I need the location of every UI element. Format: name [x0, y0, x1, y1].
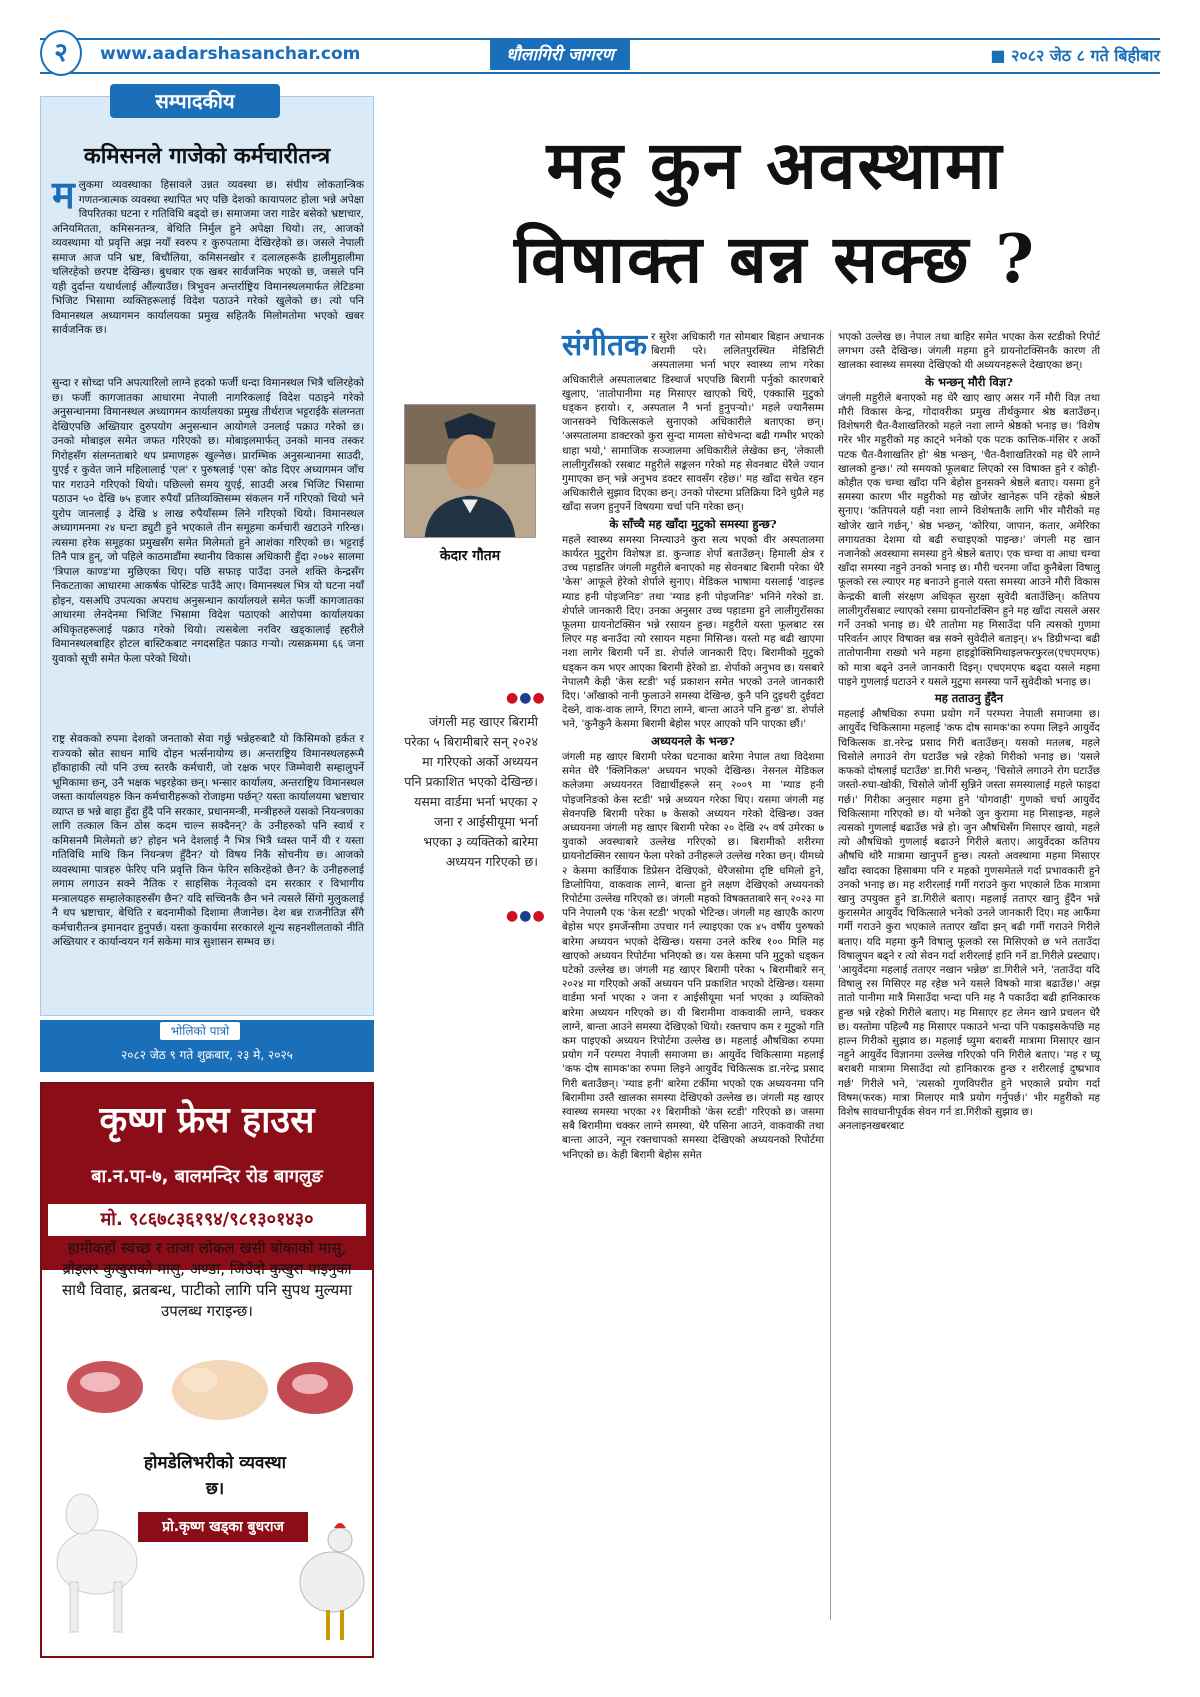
headline-line-1: मह कुन अवस्थामा [546, 126, 1004, 204]
ad-proprietor: प्रो.कृष्ण खड्का बुधराज [138, 1512, 308, 1542]
decorative-dots-icon: ●●● [506, 908, 546, 924]
page-number: २ [40, 30, 82, 76]
byline-tag: संगीतक [562, 328, 648, 363]
headline-line-2: विषाक्त बन्न सक्छ ? [513, 220, 1036, 298]
decorative-dots-icon: ●●● [506, 690, 546, 706]
article-paragraph: महलाई औषधिका रुपमा प्रयोग गर्ने परम्परा नेपाली समाजमा छ। आयुर्वेद चिकित्सामा महलाई 'कफ दोष सामक'का रुपमा लिइने आयुर्वेद चिकित्सक डा.नरेन्द्र प्रसाद गिरी बताउँछन्। यसको मतलब, महले चिसोले लगाउने रोग घटाउँछ भन्ने रहेको गिरीको भनाइ छ। 'यसले कफको दोषलाई घटाउँछ' डा.गिरी भन्छन्, 'चिसोले लगाउने रोग घटाउँछ जस्तो-रुघा-खोकी, चिसोले जोर्नी सुन्निने जस्ता समस्यालाई महले फाइदा गर्छ।' गिरीका अनुसार महमा हुने 'योगवाही' गुणको चर्चा आयुर्वेद चिकित्सामा गरिएको छ। यो भनेको जुन कुरामा मह मिसाइन्छ, महले त्यसको गुणलाई बढाउँछ भन्ने हो। जुन औषधिसँग मिसाएर खायो, महले त्यो औषधिको गुणलाई बढाउने गिरीले बताए। आयुर्वेदका कतिपय औषधि थोरै मात्रामा खानुपर्ने हुन्छ। त्यस्तो अवस्थामा महमा मिसाएर खाँदा स्वादका हिसाबमा पनि र महको गुणसमेतले गर्दा प्रभावकारी हुने उनको भनाइ छ। मह शरीरलाई गर्मी गराउने कुरा भएकाले ठिक मात्रामा खानु उपयुक्त हुने डा.गिरीले बताए। महलाई तताएर खानु हुँदैन भन्ने कुरासमेत आयुर्वेद चिकित्साले भनेको उनले जानकारी दिए। मह आफैंमा गर्मी गराउने कुरा भएकाले तताएर खाँदा झन् बढी गर्मी गराउने गिरीले बताए। यदि महमा कुनै विषालु फूलको रस मिसिएको छ भने तताउँदा विषालुपन बढ्ने र त्यो सेवन गर्दा शरीरलाई हानि गर्ने डा.गिरीले प्रस्ट्याए। 'आयुर्वेदमा महलाई तताएर नखान भन्नेछ' डा.गिरीले भने, 'तताउँदा यदि विषालु रस मिसिएर मह रहेछ भने यसले विषको मात्रा बढाउँछ।' अझ तातो पानीमा मात्रै मिसाउँदा भन्दा पनि मह नै पकाउँदा बढी हानिकारक हुन्छ भन्ने रहेको गिरीले बताए। मह मिसाएर हट लेमन खाने प्रचलन धेरै छ। यस्तोमा पहिल्यै मह मिसाएर पकाउने भन्दा पनि पकाइसकेपछि मह हाल्न गिरीको सुझाव छ। महलाई घ्युमा बराबरी मात्रामा मिसाएर खान नहुने आयुर्वेद विज्ञानमा उल्लेख गरिएको पनि गिरीले बताए। 'मह र घ्यू बराबरी मात्रामा मिसाउँदा त्यो हानिकारक हुन्छ र शरीरलाई दुष्प्रभाव गर्छ' गिरीले भने, 'त्यसको गुणविपरीत हुने भएकाले प्रयोग गर्दा विषम(फरक) मात्रा मिलाएर मात्रै प्रयोग गर्नुपर्छ।' भीर महुरीको मह विशेष सावधानीपूर्वक सेवन गर्न डा.गिरीको सुझाव छ। [838, 708, 1100, 1118]
subheading: के साँच्चै मह खाँदा मुटुको समस्या हुन्छ? [609, 516, 777, 531]
editorial-paragraph-3: राष्ट्र सेवकको रुपमा देशको जनताको सेवा गर्छु भन्नेहरुबाटै यो किसिमको हर्कत र राज्यको स्रोत साधन माथि दोहन भर्त्सनायोग्य छ। अन्तराष्ट्रिय विमानस्थलहरूमै हाँकाहाकी त्यो पनि उच्च स्तरकै कर्मचारी, जो रक्षक भएर जिम्मेवारी सम्हालुपर्ने भूमिकामा छन्, उनै भक्षक भइरहेका छन्। भन्सार कार्यालय, अन्तराष्ट्रिय विमानस्थल जस्ता कार्यालयहरु किन कर्मचारीहरूको रोजाइमा पर्छन्? यस्ता कार्यालयमा भ्रष्टाचार व्याप्त छ भन्ने बाहा हुँदा हुँदै पनि सरकार, प्रधानमन्त्री, मन्त्रीहरुले यसको नियन्त्रणका लागि तत्काल किन ठोस कदम चाल्न सक्दैनन्? के उनीहरुको पनि स्वार्थ र कमिसनमै मिलेमतो छ? होइन भने देशलाई नै भित्र भित्रै ध्वस्त पार्ने यी र यस्ता गतिविधि माथि किन नियन्त्रण हुँदैन? यो विषय निकै सोचनीय छ। आजको व्यवस्थामा पात्रहरु फेरिए पनि प्रवृत्ति किन फेरिन सकिरहेको छैन? के उनीहरुलाई लगाम लगाउन सक्ने नैतिक र साहसिक नेतृत्वको दम सरकार र विभागीय मन्त्रालयहरु सम्हालेकाहरुसँग छैन? यदि सच्चिनकै छैन भने त्यसले सिंगो मुलुकलाई नै थप भ्रष्टाचार, बेथिति र बदनामीको दिशामा लैजानेछ। देश बन्न राजनीतिज्ञ सँगै कर्मचारीतन्त्र इमानदार हुनुपर्छ। यस्ता कुकार्यमा सरकारले शून्य सहनशीलताको नीति अख्तियार र कार्यान्वयन गर्न सकेमा मात्र सुशासन सम्भव छ। [52, 733, 364, 948]
ad-shop-name: कृष्ण फ्रेस हाउस [99, 1099, 315, 1141]
pull-quote: जंगली मह खाएर बिरामी परेका ५ बिरामीबारे सन् २०२४ मा गरिएको अर्को अध्ययन पनि प्रकाशित भएको देखिन्छ। यसमा वार्डमा भर्ना भएका २ जना र आईसीयूमा भर्ना भएका ३ व्यक्तिको बारेमा अध्ययन गरिएको छ। [404, 714, 538, 869]
editorial-dropcap: म [52, 172, 75, 217]
editorial-paragraph-2: सुन्दा र सोच्दा पनि अपत्यारिलो लाग्ने हदको फर्जी धन्दा विमानस्थल भित्रै चलिरहेको छ। फर्जी कागजातका आधारमा नेपाली नागरिकलाई विदेश पठाइने गरेको अनुसन्धानमा विमानस्थल अध्यागमन कार्यालयका प्रमुख तीर्थराज भट्टराईकै संलग्नता देखिएपछि अख्तियार दुरुपयोग अनुसन्धान आयोगले उनलाई पक्राउ गरेको छ। उनको मोबाइल समेत जफत गरिएको छ। मोबाइलमार्फत् उनको मानव तस्कर गिरोहसँग संलग्नताबारे थप प्रमाणहरू खुल्नेछ। प्रारम्भिक अनुसन्धानमा साउदी, युएई र कुवेत जाने महिलालाई 'एल' र पुरुषलाई 'एस' कोड दिएर अध्यागमन जाँच पार गराउने गरिएको थियो। पछिल्लो समय युएई, साउदी अरब भिजिट भिसामा पठाउन ५० देखि ७५ हजार रुपैयाँ प्रतिव्यक्तिसम्म संकलन गर्ने गरिएको थियो भने युरोप जानलाई ३ देखि ४ लाख रुपैयाँसम्म लिने गरिएको थियो। विमानस्थल अध्यागमनमा २४ घन्टा ड्युटी हुने भएकाले तीन समूहमा कर्मचारी खटाउने गरिन्छ। त्यसमा हरेक समूहका प्रमुखसँग समेत मिलेमतो हुने आशंका गरिएको छ। भट्टराई तिनै पात्र हुन्, जो पहिले काठमाडौंमा स्थानीय विकास अधिकारी हुँदा २०७२ सालमा 'त्रिपाल काण्ड'मा मुछिएका थिए। पछि सफाइ पाउँदा उनले शक्ति केन्द्रसँग निकटताका आधारमा आकर्षक पोस्टिङ पाउँदै आए। विमानस्थल भित्र यो घटना नयाँ होइन, यसअघि उपत्यका अपराध अनुसन्धान कार्यालयले समेत फर्जी कागजातका आधारमा लेनदेनमा भिजिट भिसामा विदेश पठाएको आरोपमा कार्यालयका अधिकृतहरूलाई पक्राउ गरेको थियो। त्यसबेला नरविर खड्कालाई ह्हरीले विमानस्थलबाहिर होटल बास्टिकबाट नगदसहित पक्राउ गऱ्यो। त्यसक्रममा ६६ जना युवाको सूची समेत फेला परेको थियो। [52, 377, 364, 665]
subheading: मह तताउनु हुँदैन [934, 691, 1004, 706]
article-paragraph: जंगली मह खाएर बिरामी परेका घटनाका बारेमा नेपाल तथा विदेशमा समेत धेरै 'क्लिनिकल' अध्ययन भएको देखिन्छ। नेसनल मेडिकल कलेजमा अध्ययनरत विद्यार्थीहरूले सन् २००९ मा 'म्याड हनी पोइजनिङको केस स्टडी' भन्ने अध्ययन गरेका थिए। यसमा जंगली मह सेवनपछि बिरामी परेका ७ केसको अध्ययन गरेको देखिन्छ। उक्त अध्ययनमा जंगली मह खाएर बिरामी परेका २० देखि २५ वर्ष उमेरका ७ युवाको अवस्थाबारे उल्लेख गरिएको छ। बिरामीको शरीरमा ग्रायनोटक्सिन रसायन फेला परेको उनीहरूले उल्लेख गरेका छन्। यीमध्ये २ केसमा कार्डियाक डिप्रेसन देखिएको, धेरैजसोमा दृष्टि धमिलो हुने, डिप्लोपिया, वाकवाक लाग्ने, बान्ता हुने लक्षण देखिएको अध्ययनको रिपोर्टमा उल्लेख गरिएको छ। जंगली महको विषक्तताबारे सन् २०२३ मा पनि नेपालमै एक 'केस स्टडी' भएको भेटिन्छ। जंगली मह खाएकै कारण बेहोस भएर इमर्जेन्सीमा उपचार गर्न ल्याइएका एक ४५ वर्षीय पुरुषको बारेमा अध्ययन भएको देखिन्छ। यसमा उनले करिब १०० मिलि मह खाएको अध्ययन रिपोर्टमा भनिएको छ। यस केसमा पनि मुटुको धड्कन घटेको उल्लेख छ। जंगली मह खाएर बिरामी परेका ५ बिरामीबारे सन् २०२४ मा गरिएको अर्को अध्ययन पनि प्रकाशित भएको देखिन्छ। यसमा वार्डमा भर्ना भएका २ जना र आईसीयूमा भर्ना भएका ३ व्यक्तिको बारेमा अध्ययन गरिएको छ। यी बिरामीमा वाकवाकी लाग्ने, चक्कर लाग्ने, बान्ता आउने समस्या देखिएको थियो। रक्तचाप कम र मुटुको गति कम पाइएको अध्ययन रिपोर्टमा उल्लेख छ। महलाई औषधिका रुपमा प्रयोग गर्ने परम्परा नेपाली समाजमा छ। आयुर्वेद चिकित्सामा महलाई 'कफ दोष सामक'का रुपमा लिइने आयुर्वेद चिकित्सक डा.नरेन्द्र प्रसाद गिरी बताउँछन्। 'म्याड हनी' बारेमा टर्कीमा भएको एक अध्ययनमा पनि बिरामीमा उस्तै खालका समस्या देखिएको उल्लेख छ। जंगली मह खाएर स्वास्थ्य समस्या भएका २१ बिरामीको 'केस स्टडी' गरिएको छ। जसमा सबै बिरामीमा चक्कर लाग्ने समस्या, धेरै पसिना आउने, वाकवाकी तथा बान्ता आउने, न्यून रक्तचापको समस्या देखिएको अध्ययनको रिपोर्टमा भनिएको छ। केही बिरामी बेहोस समेत [562, 750, 824, 1161]
editorial-paragraph-1: मलुकमा व्यवस्थाका हिसावले उन्नत व्यवस्था छ। संघीय लोकतान्त्रिक गणतन्त्रात्मक व्यवस्था स्थापित भए पछि देशको कायापलट होला भन्ने अपेक्षा विपरितका घटना र गतिविधि बढ्दो छ। समाजमा जरा गाडेर बसेको भ्रष्टाचार, अनियमितता, कमिसनतन्त्र, बेथिति निर्मुल हुने अपेक्षा थियो। तर, आजको व्यवस्थामा यो प्रवृत्ति अझ नयाँ स्वरुप र कुरुपतामा देखिरहेको छ। जसले नेपाली समाज आज पनि भ्रष्ट, बिचौलिया, कमिसनखोर र दलालहरूकै हालीमुहालीमा चलिरहेको छरपष्ट देखिन्छ। बुधबार एक खबर सार्वजनिक भएको छ, जसले पनि यही दुर्दान्त यथार्थलाई औंल्याउँछ। त्रिभुवन अन्तर्राष्ट्रिय विमानस्थलमार्फत लेटिङमा भिजिट भिसामा व्यक्तिहरूलाई विदेश पठाउने गरेको खुलेको छ। त्यो पनि विमानस्थल अध्यागमन कार्यालयका प्रमुख सहितकै मिलोमतोमा भएको खबर सार्वजनिक छ। [52, 172, 364, 336]
ad-description: हामीकहाँ स्वच्छ र ताजा लोकल खसी बोकाको मासु, ब्रोइलर कुखुराको मासु, अण्डा, जिउँदो कुखुरा पाइनुका साथै विवाह, ब्रतबन्ध, पाटीको लागि पनि सुपथ मुल्यमा उपलब्ध गराइन्छ। [62, 1239, 352, 1320]
subheading: के भन्छन् मौरी विज्ञ? [925, 374, 1013, 389]
ad-phone: मो. ९८६७८३६१९४/९८१३०१४३० [48, 1204, 366, 1236]
author-name: केदार गौतम [439, 548, 501, 564]
author-photo [404, 404, 536, 538]
article-paragraph: भएको उल्लेख छ। नेपाल तथा बाहिर समेत भएका केस स्टडीको रिपोर्ट लगभग उस्तै देखिन्छ। जंगली महमा हुने ग्रायनोटक्सिनकै कारण ती खालका स्वास्थ्य समस्या देखिएको यी अध्ययनहरूले देखाएका छन्। [838, 331, 1100, 372]
column-divider [830, 330, 831, 1620]
article-paragraph: जंगली महुरीले बनाएको मह धेरै खाए खाए असर गर्ने मौरी विज्ञ तथा मौरी विकास केन्द्र, गोदावरीका प्रमुख तीर्थकुमार श्रेष्ठ बताउँछन्। विशेषगरी चैत-वैशाखतिरको महले नशा लाग्ने श्रेष्ठको भनाइ छ। 'विशेष गरेर भीर महुरीको मह काट्ने भनेको एक पटक कात्तिक-मंसिर र अर्को पटक चैत-वैशाखतिर हो' श्रेष्ठ भन्छन्, 'चैत-वैशाखतिरको मह धेरै लाग्ने खालको हुन्छ।' त्यो समयको फूलबाट लिएको रस विषाक्त हुने र कोही-कोहीत एक चम्चा खाँदा पनि बेहोस हुनसक्ने श्रेष्ठले बताए। यसमा हुने समस्या कारण भीर महुरीको मह खोजेर खानेहरू पनि रहेको श्रेष्ठले सुनाए। 'कतिपयले यही नशा लाग्ने विशेषताकै लागि भीर मौरीको मह खोजेर खाने गर्छन्,' श्रेष्ठ भन्छन्, 'कोरिया, जापान, कतार, अमेरिका लगायतका देशमा यो बढी रुचाइएको पाइन्छ।' जंगली मह खान नजानेको अवस्थामा समस्या हुने श्रेष्ठले बताए। एक चम्चा वा आधा चम्चा खाँदा समस्या नहुने उनको भनाइ छ। मौरी चरनमा जाँदा कुनैबेला विषालु फूलको रस ल्याएर मह बनाउने हुनाले यस्ता समस्या आउने मौरी विकास केन्द्रकी बाली संरक्षण अधिकृत सुरक्षा सुवेदी बताउँछिन्। कतिपय लालीगुराँसबाट ल्याएको रसमा ग्रायनोटक्सिन हुने मह खाँदा त्यसले असर गर्ने उनको भनाइ छ। धेरै तातोमा मह मिसाउँदा पनि त्यसको गुणमा परिवर्तन आएर विषाक्त बन्न सक्ने सुवेदीले बताइन्। ४५ डिग्रीभन्दा बढी तातोपानीमा राख्यो भने महमा हाइड्रोक्सिमिथाइलफरफुरल(एचएमएफ) को मात्रा बढ्ने उनले जानकारी दिइन्। एचएमएफ बढ्दा यसले महमा पाइने गुणलाई घटाउने र यसले मुटुमा समस्या पार्ने सुवेदीको भनाइ छ। [838, 391, 1101, 688]
ad-delivery: होमडेलिभरीको व्यवस्था छ। [144, 1453, 286, 1499]
article-column-1: संगीतक र सुरेश अधिकारी गत सोमबार बिहान अचानक बिरामी परे। ललितपुरस्थित मेडिसिटी अस्पतालमा भर्ना भएर स्वास्थ्य लाभ गरेका अधिकारीले अस्पतालबाट डिस्चार्ज भएपछि बिरामी पर्नुको कारणबारे खुलाए, 'तातोपानीमा मह मिसाएर खाएको थिएँ, एक्कासि मुटुको धड्कन हरायो। र, अस्पताल नै भर्ना हुनुपऱ्यो।' महले ज्यानैसम्म जानसक्ने चिकित्सकले सुनाएको अधिकारीले बताएका छन्। 'अस्पतालमा डाक्टरको कुरा सुन्दा मामला सोचेभन्दा बढी गम्भीर भएको थाहा भयो,' सामाजिक सञ्जालमा अधिकारीले लेखेका छन्, 'लेकाली लालीगुराँसको रसबाट महुरीले सङ्कलन गरेको मह सेवनबाट धेरैले ज्यान गुमाएका छन् भन्ने अनुभव डक्टर सावसँग रहेछ।' मह खाँदा सचेत रहन अधिकारीले सुझाव दिएका छन्। उनको पोस्टमा प्रतिक्रिया दिने धुप्रैले मह खाँदा सजग हुनुपर्ने विषयमा चर्चा पनि गरेका छन्। के साँच्चै मह खाँदा मुटुको समस्या हुन्छ? महले स्वास्थ्य समस्या निम्त्याउने कुरा सत्य भएको वीर अस्पतालमा कार्यरत मुटुरोग विशेषज्ञ डा. कुन्जाङ शेर्पा बताउँछन्। हिमाली क्षेत्र र उच्च पहाडतिर जंगली महुरीले बनाएको मह सेवनबाट बिरामी परेका धेरै 'केस' आफूले हेरेको शेर्पाले सुनाए। मेडिकल भाषामा यसलाई 'वाइल्ड म्याड हनी पोइजनिङ' तथा 'म्याड हनी पोइजनिङ' भनिने गरेको डा. शेर्पाले जानकारी दिए। उनका अनुसार उच्च पहाडमा हुने लालीगुराँसका फूलमा ग्रायनोटक्सिन भन्ने रसायन हुन्छ। महुरीले यस्ता फूलबाट रस लिएर मह बनाउँदा त्यो रसायन महमा मिसिन्छ। यस्तो मह बढी खाएमा नशा लागेर बिरामी पर्ने डा. शेर्पाले जानकारी दिए। बिरामीको मुटुको धड्कन कम भएर आएका बिरामी हेरेको डा. शेर्पाको अनुभव छ। यसबारे नेपालमै केही 'केस स्टडी' भई प्रकाशन समेत भएको उनले जानकारी दिए। 'आँखाको नानी फुलाउने समस्या देखिन्छ, कुनै पनि दुइथरी दुईवटा देख्ने, वाक-वाक लाग्ने, रिंगटा लाग्ने, बान्ता आउने पनि हुन्छ' डा. शेर्पाले भने, 'कुनैकुनै केसमा बिरामी बेहोस भएर आएको पनि पाएका छौं।' अध्ययनले के भन्छ? जंगली मह खाएर बिरामी परेका घटनाका बारेमा नेपाल तथा विदेशमा समेत धेरै 'क्लिनिकल' अध्ययन भएको देखिन्छ। नेसनल मेडिकल कलेजमा अध्ययनरत विद्यार्थीहरूले सन् २००९ मा 'म्याड हनी पोइजनिङको केस स्टडी' भन्ने अध्ययन गरेका थिए। यसमा जंगली मह सेवनपछि बिरामी परेका ७ केसको अध्ययन गरेको देखिन्छ। उक्त अध्ययनमा जंगली मह खाएर बिरामी परेका २० देखि २५ वर्ष उमेरका ७ युवाको अवस्थाबारे उल्लेख गरिएको छ। बिरामीको शरीरमा ग्रायनोटक्सिन रसायन फेला परेको उनीहरूले उल्लेख गरेका छन्। यीमध्ये २ केसमा कार्डियाक डिप्रेसन देखिएको, धेरैजसोमा दृष्टि धमिलो हुने, डिप्लोपिया, वाकवाक लाग्ने, बान्ता हुने लक्षण देखिएको अध्ययनको रिपोर्टमा उल्लेख गरिएको छ। जंगली महको विषक्तताबारे सन् २०२३ मा पनि नेपालमै एक 'केस स्टडी' भएको भेटिन्छ। जंगली मह खाएकै कारण बेहोस भएर इमर्जेन्सीमा उपचार गर्न ल्याइएका एक ४५ वर्षीय पुरुषको बारेमा अध्ययन भएको देखिन्छ। यसमा उनले करिब १०० मिलि मह खाएको अध्ययन रिपोर्टमा भनिएको छ। यस केसमा पनि मुटुको धड्कन घटेको उल्लेख छ। जंगली मह खाएर बिरामी परेका ५ बिरामीबारे सन् २०२४ मा गरिएको अर्को अध्ययन पनि प्रकाशित भएको देखिन्छ। यसमा वार्डमा भर्ना भएका २ जना र आईसीयूमा भर्ना भएका ३ व्यक्तिको बारेमा अध्ययन गरिएको छ। यी बिरामीमा वाकवाकी लाग्ने, चक्कर लाग्ने, बान्ता आउने समस्या देखिएको थियो। रक्तचाप कम र मुटुको गति कम पाइएको अध्ययन रिपोर्टमा उल्लेख छ। महलाई औषधिका रुपमा प्रयोग गर्ने परम्परा नेपाली समाजमा छ। आयुर्वेद चिकित्सामा महलाई 'कफ दोष सामक'का रुपमा लिइने आयुर्वेद चिकित्सक डा.नरेन्द्र प्रसाद गिरी बताउँछन्। 'म्याड हनी' बारेमा टर्कीमा भएको एक अध्ययनमा पनि बिरामीमा उस्तै खालका समस्या देखिएको उल्लेख छ। जंगली मह खाएर स्वास्थ्य समस्या भएका २१ बिरामीको 'केस स्टडी' गरिएको छ। जसमा सबै बिरामीमा चक्कर लाग्ने समस्या, धेरै पसिना आउने, वाकवाकी तथा बान्ता आउने, न्यून रक्तचापको समस्या देखिएको अध्ययनको रिपोर्टमा भनिएको छ। केही बिरामी बेहोस समेत [562, 328, 824, 1161]
editorial-title: कमिसनले गाजेको कर्मचारीतन्त्र [83, 144, 331, 169]
meat-chicken-image [60, 1332, 360, 1428]
paper-name: धौलागिरी जागरण [490, 40, 630, 70]
issue-date: ■ २०८२ जेठ ८ गते बिहीबार [990, 46, 1160, 65]
calendar-tag: भोलिको पात्रो [160, 1022, 240, 1040]
article-source: अनलाइनखबरबाट [838, 1120, 905, 1133]
calendar-date: २०८२ जेठ ९ गते शुक्रबार, २३ मे, २०२५ [121, 1048, 293, 1062]
subheading: अध्ययनले के भन्छ? [651, 733, 735, 748]
editorial-tag: सम्पादकीय [110, 84, 280, 118]
article-column-2 [838, 330, 1100, 1133]
site-url[interactable]: www.aadarshasanchar.com [100, 44, 361, 64]
article-paragraph: महले स्वास्थ्य समस्या निम्त्याउने कुरा सत्य भएको वीर अस्पतालमा कार्यरत मुटुरोग विशेषज्ञ डा. कुन्जाङ शेर्पा बताउँछन्। हिमाली क्षेत्र र उच्च पहाडतिर जंगली महुरीले बनाएको मह सेवनबाट बिरामी परेका धेरै 'केस' आफूले हेरेको शेर्पाले सुनाए। मेडिकल भाषामा यसलाई 'वाइल्ड म्याड हनी पोइजनिङ' तथा 'म्याड हनी पोइजनिङ' भनिने गरेको डा. शेर्पाले जानकारी दिए। उनका अनुसार उच्च पहाडमा हुने लालीगुराँसका फूलमा ग्रायनोटक्सिन भन्ने रसायन हुन्छ। महुरीले यस्ता फूलबाट रस लिएर मह बनाउँदा त्यो रसायन महमा मिसिन्छ। यस्तो मह बढी खाएमा नशा लागेर बिरामी पर्ने डा. शेर्पाले जानकारी दिए। बिरामीको मुटुको धड्कन कम भएर आएका बिरामी हेरेको डा. शेर्पाको अनुभव छ। यसबारे नेपालमै केही 'केस स्टडी' भई प्रकाशन समेत भएको उनले जानकारी दिए। 'आँखाको नानी फुलाउने समस्या देखिन्छ, कुनै पनि दुइथरी दुईवटा देख्ने, वाक-वाक लाग्ने, रिंगटा लाग्ने, बान्ता आउने पनि हुन्छ' डा. शेर्पाले भने, 'कुनैकुनै केसमा बिरामी बेहोस भएर आएको पनि पाएका छौं।' [562, 533, 824, 731]
ad-address: बा.न.पा-७, बालमन्दिर रोड बागलुङ [91, 1166, 323, 1187]
